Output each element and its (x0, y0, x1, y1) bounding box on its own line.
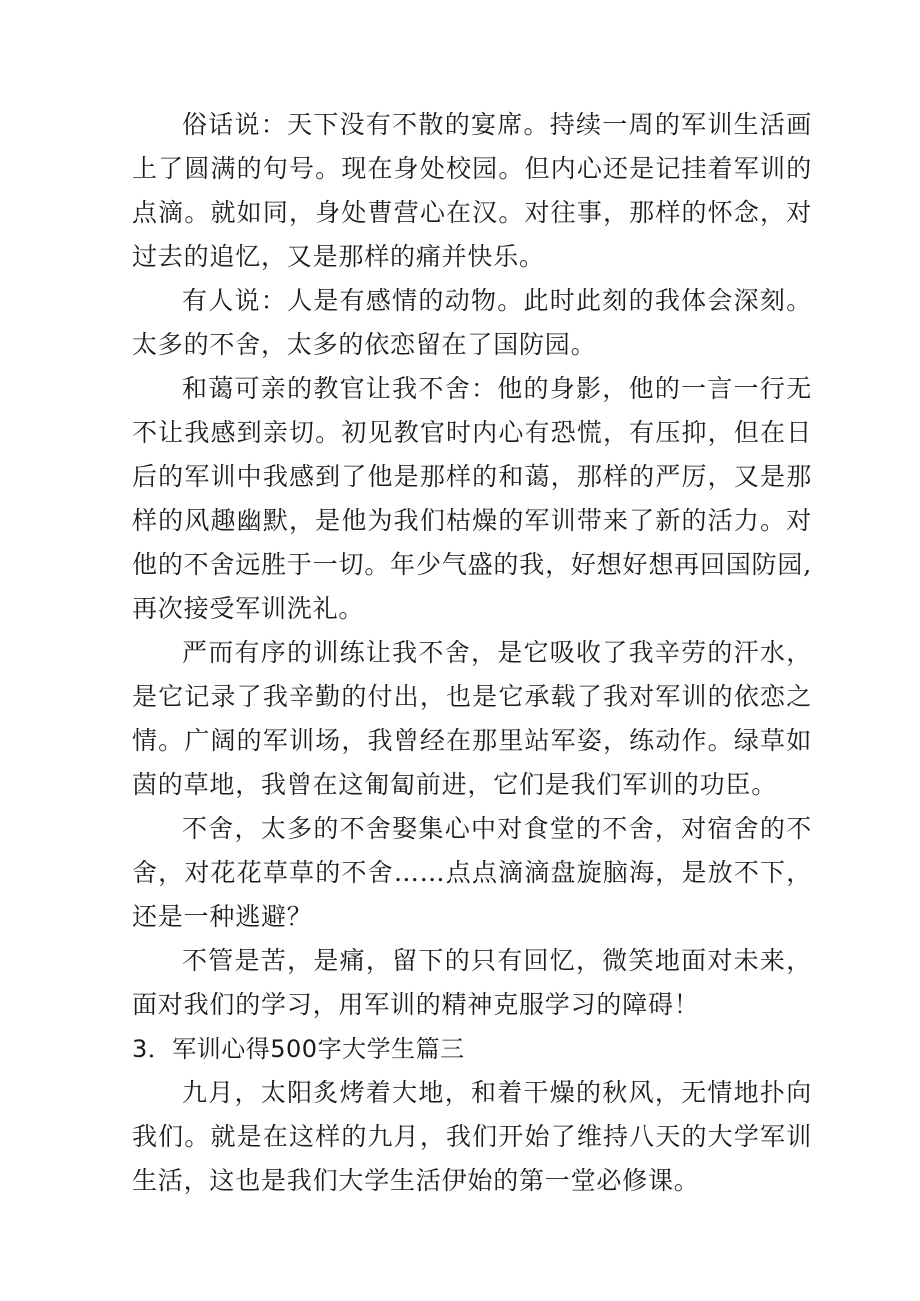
paragraph-september: 九月，太阳炙烤着大地，和着干燥的秋风，无情地扑向我们。就是在这样的九月，我们开始了维持八天的大学军训生活，这也是我们大学生活伊始的第一堂必修课。 (132, 1078, 812, 1195)
paragraph-training: 严而有序的训练让我不舍，是它吸收了我辛劳的汗水，是它记录了我辛勤的付出，也是它承载了我对军训的依恋之情。广阔的军训场，我曾经在那里站军姿，练动作。绿草如茵的草地，我曾在这匍匐前进，它们是我们军训的功臣。 (132, 638, 812, 799)
paragraph-instructor: 和蔼可亲的教官让我不舍：他的身影，他的一言一行无不让我感到亲切。初见教官时内心有恐慌，有压抑，但在日后的军训中我感到了他是那样的和蔼，那样的严厉，又是那样的风趣幽默，是他为我们枯燥的军训带来了新的活力。对他的不舍远胜于一切。年少气盛的我，好想好想再回国防园,再次接受军训洗礼。 (132, 374, 812, 623)
document-body (132, 103, 812, 1203)
paragraph-reluctance: 不舍，太多的不舍娶集心中对食堂的不舍，对宿舍的不舍，对花花草草的不舍……点点滴滴盘旋脑海，是放不下，还是一种逃避？ (132, 814, 812, 931)
section-heading: 3．军训心得500字大学生篇三 (132, 1035, 465, 1063)
paragraph-farewell-feast: 俗话说：天下没有不散的宴席。持续一周的军训生活画上了圆满的句号。现在身处校园。但内心还是记挂着军训的点滴。就如同，身处曹营心在汉。对往事，那样的怀念，对过去的追忆，又是那样的痛并快乐。 (132, 110, 812, 271)
paragraph-emotion: 有人说：人是有感情的动物。此时此刻的我体会深刻。太多的不舍，太多的依恋留在了国防园。 (132, 286, 812, 359)
paragraph-memories: 不管是苦，是痛，留下的只有回忆，微笑地面对未来，面对我们的学习，用军训的精神克服学习的障碍！ (132, 946, 812, 1019)
